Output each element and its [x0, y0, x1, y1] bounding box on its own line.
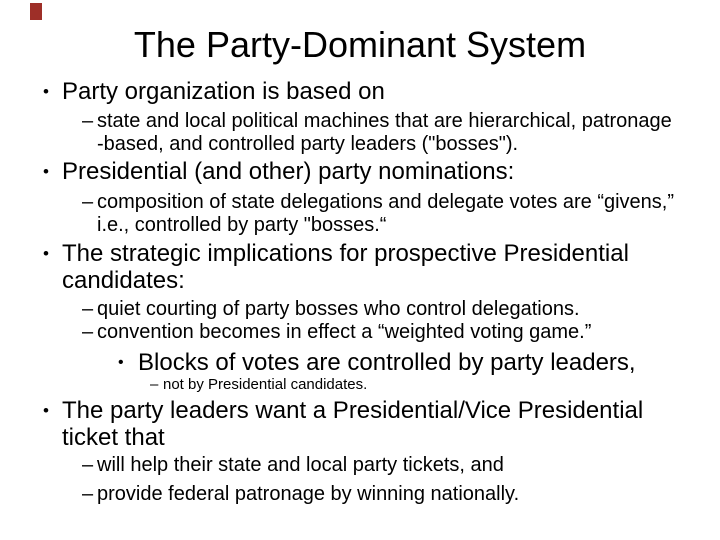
dash-icon: – [150, 376, 159, 393]
dash-icon: – [82, 454, 94, 476]
bullet-text: not by Presidential candidates. [163, 376, 368, 393]
sub-bullet-state-local-machines [82, 110, 672, 156]
bullet-text: composition of state delegations and delegate votes are “givens,” [97, 191, 675, 213]
sub-bullet-help-state-local-tickets [82, 454, 504, 477]
dash-icon: – [82, 110, 94, 132]
sub-bullet-convention-weighted-voting [82, 321, 592, 344]
bullet-text: Presidential (and other) party nominations: [62, 158, 515, 185]
bullet-icon: • [118, 354, 124, 371]
bullet-text: Blocks of votes are controlled by party leaders, [138, 349, 636, 376]
bullet-item-presidential-nominations [43, 158, 515, 185]
bullet-text: convention becomes in effect a “weighted voting game.” [97, 321, 592, 343]
slide-title: The Party-Dominant System [133, 24, 587, 65]
dash-icon: – [82, 483, 94, 505]
sub-bullet-federal-patronage [82, 483, 520, 506]
sub-bullet-quiet-courting [82, 298, 580, 321]
bullet-icon: • [43, 162, 49, 181]
bullet-item-strategic-implications [43, 240, 629, 294]
bullet-text: The strategic implications for prospective Presidential [62, 240, 629, 267]
bullet-item-party-leaders-ticket [43, 397, 644, 451]
bullet-text: The party leaders want a Presidential/Vice Presidential [62, 397, 644, 424]
bullet-text: Party organization is based on [62, 78, 385, 105]
bullet-text: i.e., controlled by party "bosses.“ [97, 214, 387, 236]
bullet-icon: • [43, 82, 49, 101]
bullet-text: provide federal patronage by winning nationally. [97, 483, 520, 505]
bullet-item-party-organization [43, 78, 385, 105]
sub-bullet-not-by-candidates [150, 376, 368, 394]
bullet-icon: • [43, 401, 49, 420]
bullet-text: candidates: [62, 267, 185, 294]
bullet-text: quiet courting of party bosses who control delegations. [97, 298, 580, 320]
bullet-icon: • [43, 244, 49, 263]
dash-icon: – [82, 191, 94, 213]
dash-icon: – [82, 321, 94, 343]
sub-bullet-blocks-of-votes [118, 349, 636, 376]
bullet-text: -based, and controlled party leaders ("bosses"). [97, 133, 519, 155]
bullet-text: ticket that [62, 424, 165, 451]
bullet-text: state and local political machines that are hierarchical, patronage [97, 110, 672, 132]
corner-mark [30, 3, 42, 20]
sub-bullet-composition-delegations [82, 191, 675, 237]
bullet-text: will help their state and local party tickets, and [97, 454, 504, 476]
dash-icon: – [82, 298, 94, 320]
